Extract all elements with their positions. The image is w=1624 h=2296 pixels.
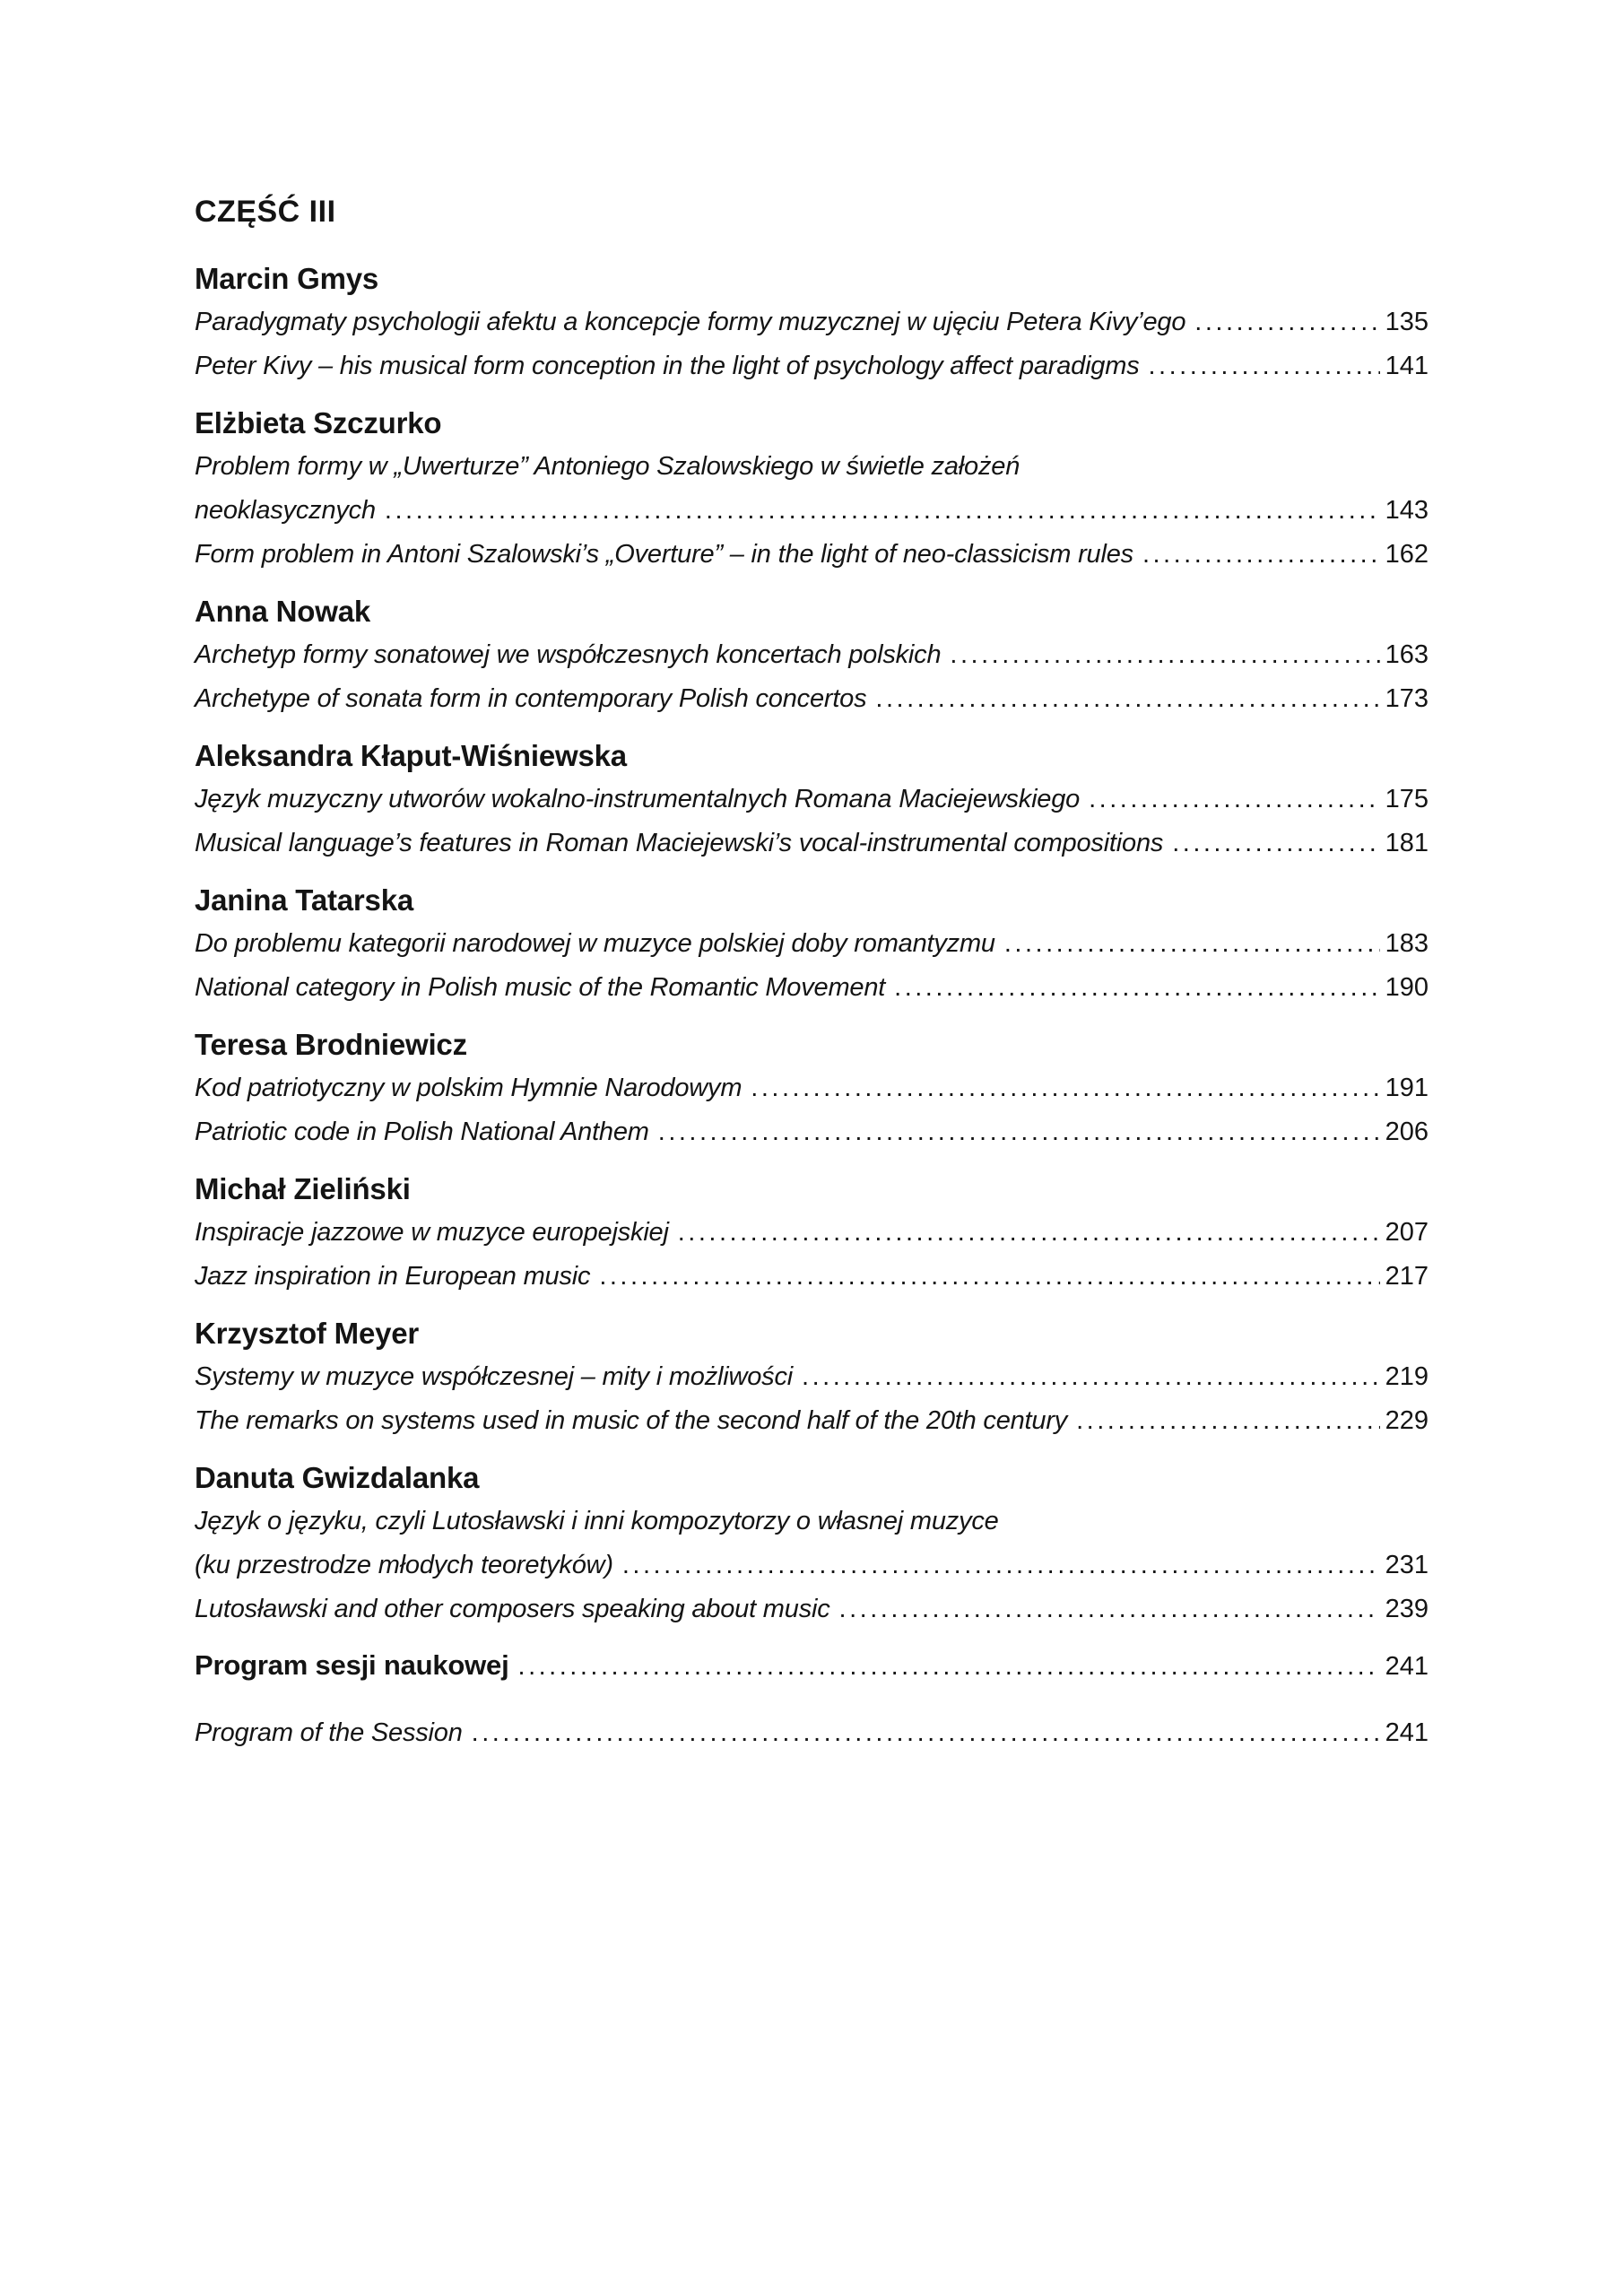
toc-author: Krzysztof Meyer: [195, 1317, 420, 1350]
dot-leader: [950, 633, 1379, 677]
toc-entry-line: [195, 1110, 1429, 1154]
dot-leader: [622, 1544, 1380, 1587]
toc-groups: [195, 257, 1429, 1631]
toc-entry-text: Archetyp formy sonatowej we współczesnych koncertach polskich: [195, 640, 942, 669]
page-number: 239: [1385, 1595, 1429, 1623]
toc-entry-text: Kod patriotyczny w polskim Hymnie Narodowym: [195, 1074, 743, 1102]
toc-entry-line: [195, 1255, 1429, 1299]
page-number: 183: [1385, 929, 1429, 958]
toc-group: [195, 1456, 1429, 1631]
dot-leader: [1172, 822, 1379, 865]
dot-leader: [1149, 344, 1380, 388]
dot-leader: [518, 1645, 1380, 1689]
dot-leader: [1194, 300, 1379, 344]
toc-entry-line: [195, 1544, 1429, 1587]
dot-leader: [894, 966, 1379, 1010]
dot-leader: [875, 677, 1379, 721]
toc-entry-text: Program sesji naukowej: [195, 1649, 509, 1681]
page-number: 207: [1385, 1218, 1429, 1247]
dot-leader: [1076, 1399, 1380, 1443]
toc-entry-line: [195, 344, 1429, 388]
toc-entry-text: Lutosławski and other composers speaking about music: [195, 1595, 830, 1623]
toc-entry-line: [195, 533, 1429, 577]
toc-entry-text: Jazz inspiration in European music: [195, 1262, 591, 1291]
toc-entry-text: Program of the Session: [195, 1718, 463, 1747]
dot-leader: [751, 1066, 1379, 1110]
toc-entry-text: Język muzyczny utworów wokalno-instrumentalnych Romana Maciejewskiego: [195, 785, 1081, 813]
toc-group: [195, 878, 1429, 1010]
toc-entry-text: Systemy w muzyce współczesnej – mity i możliwości: [195, 1362, 794, 1391]
toc-entry-text: neoklasycznych: [195, 496, 376, 525]
toc-entry-line: [195, 778, 1429, 822]
toc-entry-text: Inspiracje jazzowe w muzyce europejskiej: [195, 1218, 669, 1247]
page-number: 229: [1385, 1406, 1429, 1435]
toc-author: Danuta Gwizdalanka: [195, 1461, 480, 1494]
toc-entry-line: [195, 1355, 1429, 1399]
dot-leader: [472, 1711, 1380, 1755]
toc-entry-line: [195, 822, 1429, 865]
dot-leader: [1142, 533, 1380, 577]
toc-entry-text: Musical language’s features in Roman Maciejewski’s vocal-instrumental compositions: [195, 829, 1164, 857]
toc-author: Teresa Brodniewicz: [195, 1028, 467, 1061]
page-number: 241: [1385, 1652, 1429, 1681]
section-title: CZĘŚĆ III: [195, 195, 336, 229]
toc-entry-text: Problem formy w „Uwerturze” Antoniego Szalowskiego w świetle założeń: [195, 452, 1020, 481]
toc-entry-line: [195, 1066, 1429, 1110]
toc-entry-line: [195, 1500, 1429, 1544]
page-number: 206: [1385, 1118, 1429, 1146]
toc-entry-text: Archetype of sonata form in contemporary Polish concertos: [195, 684, 867, 713]
toc-entry-line: [195, 922, 1429, 966]
toc-group: [195, 734, 1429, 865]
page-number: 163: [1385, 640, 1429, 669]
toc-entry-line: [195, 633, 1429, 677]
toc-entry-text: The remarks on systems used in music of the second half of the 20th century: [195, 1406, 1068, 1435]
toc-entry-text: Peter Kivy – his musical form conception in the light of psychology affect paradigms: [195, 352, 1140, 380]
dot-leader: [839, 1587, 1380, 1631]
toc-author: Anna Nowak: [195, 595, 371, 628]
page-number: 175: [1385, 785, 1429, 813]
toc-entry-line: [195, 1211, 1429, 1255]
toc-entry-line: [195, 966, 1429, 1010]
toc-entry-text: Patriotic code in Polish National Anthem: [195, 1118, 649, 1146]
dot-leader: [1004, 922, 1380, 966]
toc-entry-line: [195, 1643, 1429, 1689]
page-number: 191: [1385, 1074, 1429, 1102]
toc-entry-line: [195, 1399, 1429, 1443]
toc-author: Aleksandra Kłaput-Wiśniewska: [195, 739, 627, 772]
page-number: 190: [1385, 973, 1429, 1002]
toc-author: Michał Zieliński: [195, 1172, 411, 1205]
toc-author: Elżbieta Szczurko: [195, 406, 442, 439]
page-number: 231: [1385, 1551, 1429, 1579]
page-number: 173: [1385, 684, 1429, 713]
toc-entry-line: [195, 1711, 1429, 1755]
toc-entry-text: Form problem in Antoni Szalowski’s „Overture” – in the light of neo-classicism rules: [195, 540, 1133, 569]
toc-group: [195, 1022, 1429, 1154]
dot-leader: [658, 1110, 1380, 1154]
dot-leader: [385, 489, 1380, 533]
toc-closing: [195, 1643, 1429, 1755]
toc-entry-text: Paradygmaty psychologii afektu a koncepcje formy muzycznej w ujęciu Petera Kivy’ego: [195, 308, 1186, 336]
dot-leader: [1089, 778, 1380, 822]
page-number: 143: [1385, 496, 1429, 525]
toc-group: [195, 589, 1429, 721]
toc-group: [195, 1311, 1429, 1443]
page-number: 141: [1385, 352, 1429, 380]
toc-entry-text: Do problemu kategorii narodowej w muzyce polskiej doby romantyzmu: [195, 929, 995, 958]
dot-leader: [599, 1255, 1379, 1299]
dot-leader: [678, 1211, 1380, 1255]
toc-author: Janina Tatarska: [195, 883, 414, 917]
toc-group: [195, 257, 1429, 388]
dot-leader: [802, 1355, 1380, 1399]
page-number: 135: [1385, 308, 1429, 336]
toc-entry-line: [195, 300, 1429, 344]
toc-entry-line: [195, 489, 1429, 533]
toc-entry-line: [195, 445, 1429, 489]
page-number: 241: [1385, 1718, 1429, 1747]
page-number: 219: [1385, 1362, 1429, 1391]
page-number: 181: [1385, 829, 1429, 857]
toc-group: [195, 401, 1429, 577]
toc-entry-text: (ku przestrodze młodych teoretyków): [195, 1551, 613, 1579]
toc-group: [195, 1167, 1429, 1299]
toc-entry-text: Język o języku, czyli Lutosławski i inni kompozytorzy o własnej muzyce: [195, 1507, 999, 1535]
page-number: 217: [1385, 1262, 1429, 1291]
toc-author: Marcin Gmys: [195, 262, 379, 295]
toc-entry-text: National category in Polish music of the Romantic Movement: [195, 973, 886, 1002]
page-number: 162: [1385, 540, 1429, 569]
toc-entry-line: [195, 1587, 1429, 1631]
toc-entry-line: [195, 677, 1429, 721]
